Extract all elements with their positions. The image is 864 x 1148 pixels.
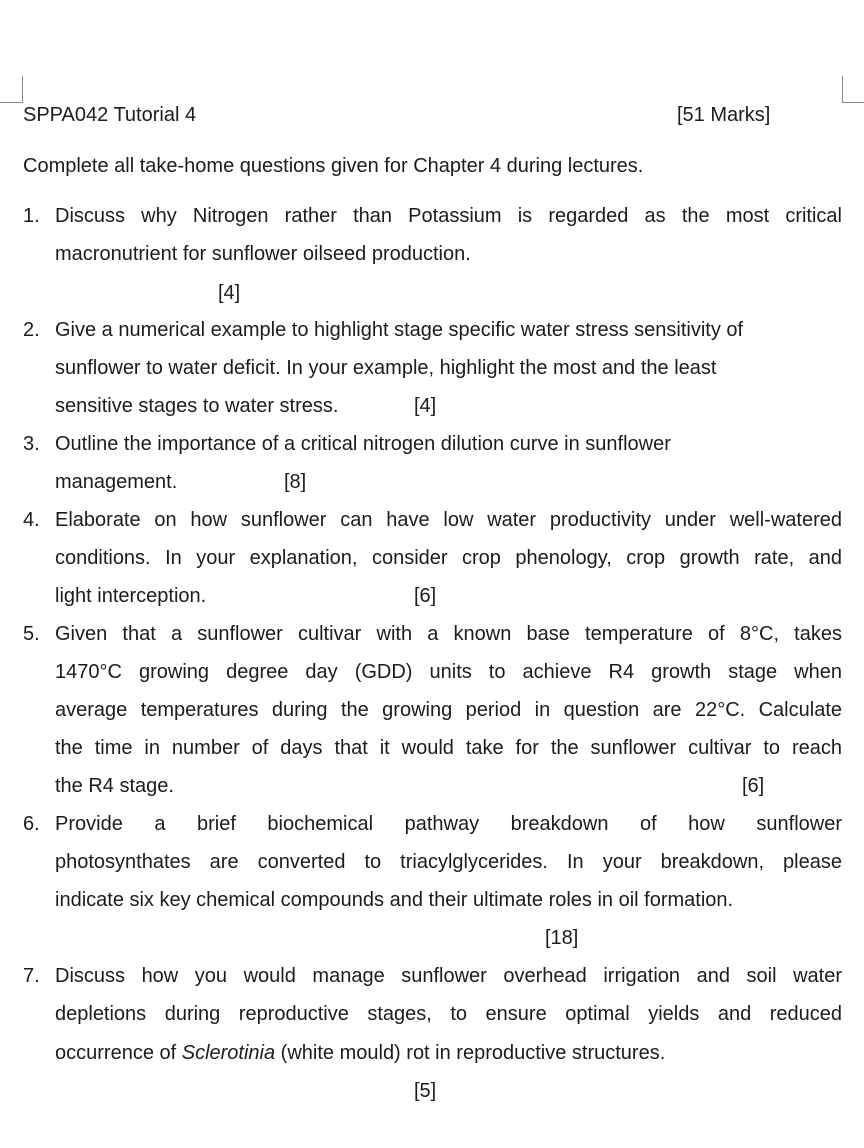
question-marks: [8] [284, 471, 307, 493]
question-text-line: photosynthates are converted to triacylglycerides. In your breakdown, please [55, 851, 842, 873]
question-text-line: Discuss how you would manage sunflower overhead irrigation and soil water [55, 965, 842, 987]
total-marks: [51 Marks] [677, 104, 771, 126]
question-text-line: Discuss why Nitrogen rather than Potassium is regarded as the most critical [55, 205, 842, 227]
question-text-line: Elaborate on how sunflower can have low water productivity under well-watered [55, 509, 842, 531]
question-text-line: conditions. In your explanation, consider crop phenology, crop growth rate, and [55, 547, 842, 569]
question-marks: [6] [414, 585, 437, 607]
crop-mark-top-right [842, 76, 864, 103]
question-text-line: sensitive stages to water stress. [55, 395, 339, 417]
question-text-line: Outline the importance of a critical nitrogen dilution curve in sunflower [55, 433, 671, 455]
question-number: 3. [23, 433, 40, 455]
question-marks: [5] [414, 1080, 437, 1102]
text-segment: (white mould) rot in reproductive structures. [275, 1042, 666, 1064]
question-text-line: Give a numerical example to highlight stage specific water stress sensitivity of [55, 319, 744, 341]
question-text-line: macronutrient for sunflower oilseed production. [55, 243, 471, 265]
question-marks: [4] [414, 395, 437, 417]
question-text-line: depletions during reproductive stages, to ensure optimal yields and reduced [55, 1003, 842, 1025]
question-text-line: average temperatures during the growing period in question are 22°C. Calculate [55, 699, 842, 721]
text-segment: occurrence of [55, 1042, 182, 1064]
question-text-line: the time in number of days that it would take for the sunflower cultivar to reach [55, 737, 842, 759]
crop-mark-top-left [0, 76, 23, 103]
question-number: 2. [23, 319, 40, 341]
document-title: SPPA042 Tutorial 4 [23, 104, 197, 126]
question-text-line: 1470°C growing degree day (GDD) units to achieve R4 growth stage when [55, 661, 842, 683]
question-text-line: Given that a sunflower cultivar with a known base temperature of 8°C, takes [55, 623, 842, 645]
question-marks: [4] [218, 282, 241, 304]
question-text-line: Provide a brief biochemical pathway breakdown of how sunflower [55, 813, 842, 835]
question-number: 7. [23, 965, 40, 987]
question-number: 1. [23, 205, 40, 227]
question-marks: [18] [545, 927, 579, 949]
question-text-line: the R4 stage. [55, 775, 174, 797]
question-number: 6. [23, 813, 40, 835]
question-text-line: sunflower to water deficit. In your example, highlight the most and the least [55, 357, 717, 379]
question-marks: [6] [742, 775, 765, 797]
genus-name: Sclerotinia [181, 1042, 276, 1064]
question-text-line: light interception. [55, 585, 207, 607]
question-number: 5. [23, 623, 40, 645]
instructions: Complete all take-home questions given for Chapter 4 during lectures. [23, 155, 644, 177]
question-number: 4. [23, 509, 40, 531]
question-text-line [55, 1041, 665, 1065]
question-text-line: management. [55, 471, 178, 493]
question-text-line: indicate six key chemical compounds and their ultimate roles in oil formation. [55, 889, 734, 911]
